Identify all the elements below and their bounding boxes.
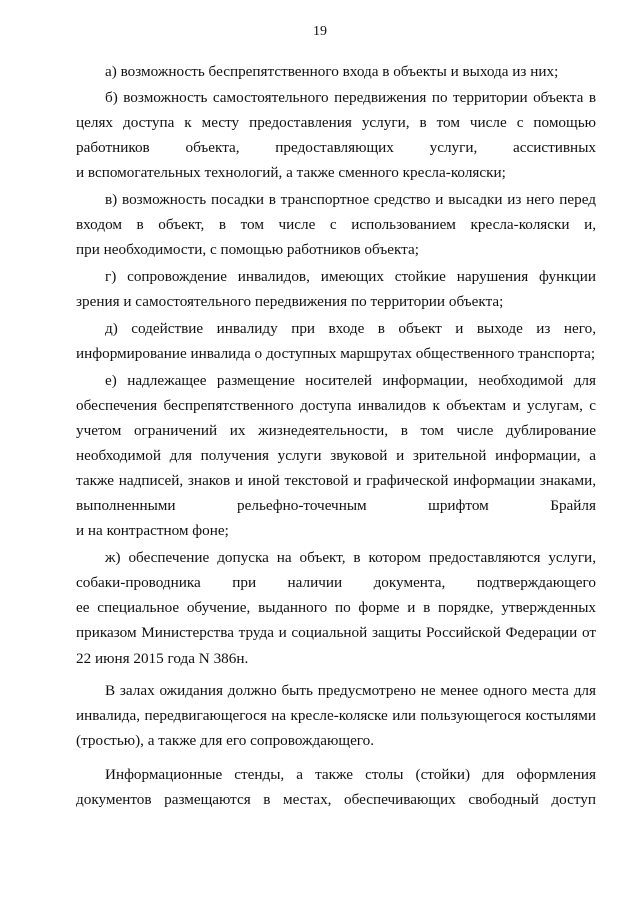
text-line: при необходимости, с помощью работников объекта; <box>76 241 419 258</box>
text-line: 22 июня 2015 года N 386н. <box>76 650 249 667</box>
text-line: выполненными рельефно-точечным шрифтом Брайля <box>76 497 596 514</box>
page-number: 19 <box>313 24 327 39</box>
text-line: приказом Министерства труда и социальной защиты Российской Федерации от <box>76 624 596 641</box>
text-line: е) надлежащее размещение носителей информации, необходимой для <box>105 372 596 389</box>
text-line: документов размещаются в местах, обеспечивающих свободный доступ <box>76 791 596 808</box>
text-line: В залах ожидания должно быть предусмотрено не менее одного места для <box>105 682 596 699</box>
text-line: также надписей, знаков и иной текстовой и графической информации знаками, <box>76 472 596 489</box>
text-line: в) возможность посадки в транспортное средство и высадки из него перед <box>105 191 596 208</box>
text-line: ее специальное обучение, выданного по форме и в порядке, утвержденных <box>76 599 596 616</box>
text-line: работников объекта, предоставляющих услуги, ассистивных <box>76 139 596 156</box>
text-line: зрения и самостоятельного передвижения по территории объекта; <box>76 293 504 310</box>
text-line: а) возможность беспрепятственного входа в объекты и выхода из них; <box>105 63 559 80</box>
text-line: информирование инвалида о доступных маршрутах общественного транспорта; <box>76 345 596 362</box>
text-line: г) сопровождение инвалидов, имеющих стойкие нарушения функции <box>105 268 596 285</box>
text-line: Информационные стенды, а также столы (стойки) для оформления <box>105 766 596 783</box>
text-line: и вспомогательных технологий, а также сменного кресла-коляски; <box>76 164 506 181</box>
text-line: инвалида, передвигающегося на кресле-коляске или пользующегося костылями <box>76 707 596 724</box>
text-line: обеспечения беспрепятственного доступа инвалидов к объектам и услугам, с <box>76 397 596 414</box>
text-line: ж) обеспечение допуска на объект, в котором предоставляются услуги, <box>105 549 596 566</box>
text-line: целях доступа к месту предоставления услуги, в том числе с помощью <box>76 114 596 131</box>
text-line: и на контрастном фоне; <box>76 522 229 539</box>
text-line: необходимой для получения услуги звуковой и зрительной информации, а <box>76 447 596 464</box>
text-line: входом в объект, в том числе с использованием кресла-коляски и, <box>76 216 596 233</box>
text-line: учетом ограничений их жизнедеятельности, в том числе дублирование <box>76 422 596 439</box>
text-line: собаки-проводника при наличии документа, подтверждающего <box>76 574 596 591</box>
text-line: д) содействие инвалиду при входе в объект и выходе из него, <box>105 320 596 337</box>
text-line: б) возможность самостоятельного передвижения по территории объекта в <box>105 89 596 106</box>
text-line: (тростью), а также для его сопровождающего. <box>76 732 375 749</box>
